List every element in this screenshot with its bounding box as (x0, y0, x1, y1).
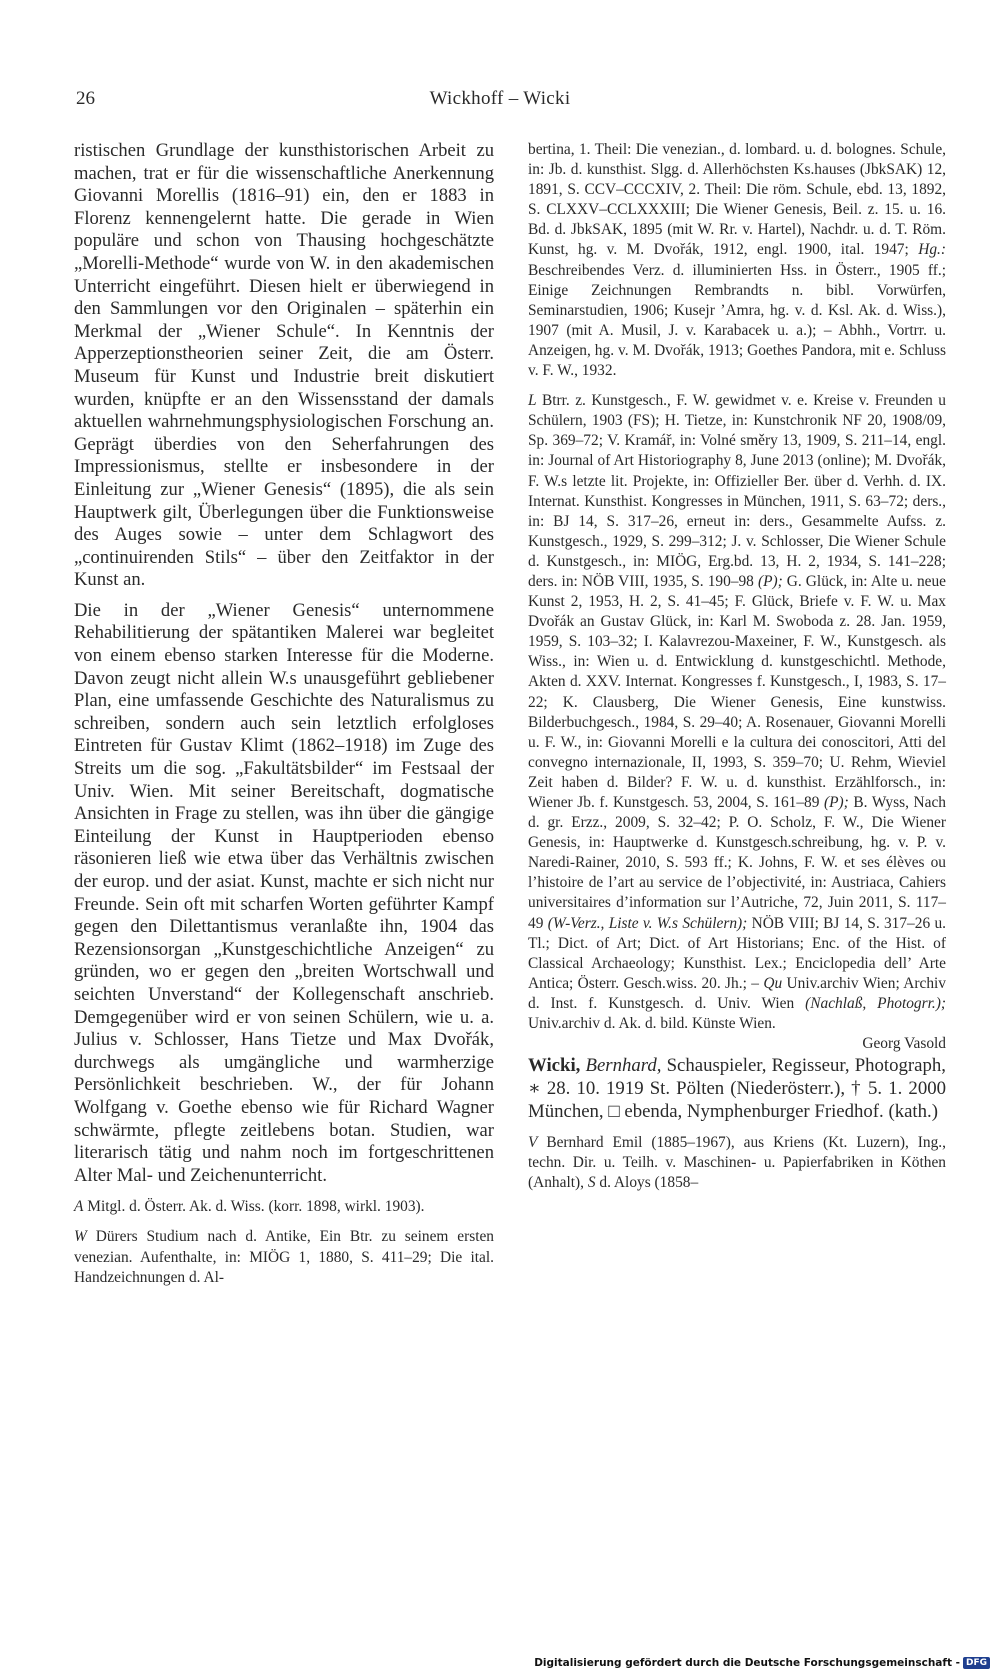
works-paragraph (74, 1227, 494, 1287)
literature-text-4: NÖB VIII; BJ 14, S. 317–26 u. Tl.; Dict. of Art; Dict. of Art Historians; Enc. of the Hist. of Classical Archaeology; Kunsthist. Lex.; Enciclopedia dell’ Arte Antica; Österr. Gesch.wiss. 20. Jh.; – (528, 914, 946, 992)
family-text-2: d. Aloys (1858– (595, 1174, 699, 1192)
digitization-credit (534, 1657, 990, 1669)
body-paragraph-1: ristischen Grundlage der kunsthistorischen Arbeit zu machen, trat er für die wissenschaftliche Anerkennung Giovanni Morellis (1816–91) ein, den er 1883 in Florenz kennengelernt hatte. Die gerade in Wien populäre und schon von Thausing hochgeschätzte „Morelli-Methode“ wurde von W. in den akademischen Unterricht eingeführt. Diesen hielt er überwiegend in den Sammlungen vor den Originalen – späterhin ein Merkmal der „Wiener Schule“. In Kenntnis der Apperzeptionstheorien seiner Zeit, die am Österr. Museum für Kunst und Industrie breit diskutiert wurden, knüpfte er an den Wissensstand der damals aktuellen wahrnehmungsphysiologischen Forschung an. Geprägt überdies von den Seherfahrungen des Impressionismus, stellte er insbesondere in der Einleitung zur „Wiener Genesis“ (1895), die als sein Hauptwerk gilt, Überlegungen über die Funktionsweise des Auges sowie – unter dem Schlagwort des „continuirenden Stils“ – über den Zeitfaktor in der Kunst an. (74, 140, 494, 591)
works-text: Dürers Studium nach d. Antike, Ein Btr. zu seinem ersten venezian. Aufenthalte, in: MIÖG 1, 1880, S. 411–29; Die ital. Handzeichnungen d. Al- (74, 1228, 494, 1286)
entry-heading-text: Schauspieler, Regisseur, Photograph, ∗ 28. 10. 1919 St. Pölten (Niederösterr.), † 5. 1. 2000 München, □ ebenda, Nymphenburger Friedhof. (kath.) (528, 1055, 946, 1123)
body-paragraph-2: Die in der „Wiener Genesis“ unternommene Rehabilitierung der spätantiken Malerei war begleitet von einem ebenso starken Interesse für die Moderne. Davon zeugt nicht allein W.s unausgeführt gebliebener Plan, eine umfassende Geschichte des Naturalismus zu schreiben, sondern auch sein letztlich erfolgloses Eintreten für Gustav Klimt (1862–1918) im Zuge des Streits um die sog. „Fakultätsbilder“ im Festsaal der Univ. Wien. Mit seiner Bereitschaft, dogmatische Ansichten in Frage zu stellen, was ihn über die gängige Einteilung der Kunst in Hauptperioden ebenso räsonieren ließ wie etwa über das Verhältnis zwischen der europ. und der asiat. Kunst, machte er sich nicht nur Freunde. Sein oft mit scharfen Worten geführter Kampf gegen den Dilettantismus veranlaßte ihn, 1904 das Rezensionsorgan „Kunstgeschichtliche Anzeigen“ zu gründen, wo er gegen den „breiten Wortschwall und seichten Unverstand“ der Kollegenschaft anschrieb. Demgegenüber wird er von seinen Schülern, wie u. a. Julius v. Schlosser, Hans Tietze und Max Dvořák, durchwegs als umgängliche und warmherzige Persönlichkeit beschrieben. W., der für Johann Wolfgang v. Goethe ebenso wie für Richard Wagner schwärmte, pflegte zeitlebens botan. Studien, war literarisch tätig und nahm noch im fortgeschrittenen Alter Mal- und Zeichenunterricht. (74, 599, 494, 1186)
family-text-1: Bernhard Emil (1885–1967), aus Kriens (Kt. Luzern), Ing., techn. Dir. u. Teilh. v. Maschinen- u. Papierfabriken in Köthen (Anhalt), (528, 1134, 946, 1192)
credit-text: Digitalisierung gefördert durch die Deutsche Forschungsgemeinschaft - (534, 1657, 960, 1669)
right-column (528, 140, 946, 1193)
memberships-paragraph (74, 1197, 494, 1217)
dfg-logo: DFG (963, 1657, 990, 1669)
memberships-text: Mitgl. d. Österr. Ak. d. Wiss. (korr. 1898, wirkl. 1903). (83, 1198, 425, 1216)
s-marker: S (587, 1174, 596, 1192)
l-section-marker: L (528, 392, 537, 410)
family-paragraph (528, 1133, 946, 1193)
left-column (74, 140, 494, 1288)
works-continued-text-1: bertina, 1. Theil: Die venezian., d. lombard. u. d. bolognes. Schule, in: Jb. d. kunsthist. Slgg. d. Allerhöchsten Ks.hauses (JbkSAK) 12, 1891, S. CCV–CCCXIV, 2. Theil: Die röm. Schule, ebd. 13, 1892, S. CLXXV–CCLXXXIII; Die Wiener Genesis, Beil. z. 15. u. 16. Bd. d. JbkSAK, 1895 (mit W. Rr. v. Hartel), Nachdr. u. d. T. Röm. Kunst, hg. v. M. Dvořák, 1912, engl. 1900, ital. 1947; (528, 141, 946, 259)
literature-text-5: Univ.archiv Wien; Archiv d. Inst. f. Kunstgesch. d. Univ. Wien (528, 974, 946, 1012)
hg-marker: Hg.: (918, 241, 946, 259)
entry-surname: Wicki, (528, 1055, 581, 1077)
w-section-marker: W (74, 1228, 87, 1246)
running-head: Wickhoff – Wicki (429, 88, 571, 109)
qu-marker: Qu (763, 974, 783, 992)
a-section-marker: A (74, 1198, 84, 1216)
works-continued-text-2: Beschreibendes Verz. d. illuminierten Hss. in Österr., 1905 ff.; Einige Zeichnungen Rembrandts n. bibl. Vorwürfen, Seminarstudien, 1906; Kusejr ’Amra, hg. v. d. Ksl. Ak. d. Wiss.), 1907 (mit A. Musil, J. v. Karabacek u. a.); – Abhh., Vortrr. u. Anzeigen, hg. v. M. Dvořák, 1913; Goethes Pandora, mit e. Schluss v. F. W., 1932. (528, 261, 946, 380)
literature-text-3: B. Wyss, Nach d. gr. Erzz., 2009, S. 32–42; P. O. Scholz, F. W., Die Wiener Genesis, in: Hauptwerke d. Kunstgesch.schreibung, hg. v. P. v. Naredi-Rainer, 2010, S. 593 ff.; K. Johns, F. W. et ses élèves ou l’histoire de l’art au service de l’objectivité, in: Austriaca, Cahiers universitaires d’information sur l’Autriche, 72, Juin 2011, S. 117–49 (528, 794, 946, 932)
entry-given-name: Bernhard, (585, 1055, 662, 1077)
literature-paragraph (528, 391, 946, 1034)
literature-text-1: Btrr. z. Kunstgesch., F. W. gewidmet v. e. Kreise v. Freunden u Schülern, 1903 (FS); H. Tietze, in: Kunstchronik NF 20, 1908/09, Sp. 369–72; V. Kramář, in: Volné směry 13, 1909, S. 211–14, engl. in: Journal of Art Historiography 8, June 2013 (online); M. Dvořák, F. W.s letzte lit. Projekte, in: Offizieller Ber. über d. Verhh. d. IX. Internat. Kunsthist. Kongresses in München, 1911, S. 63–72; ders., in: BJ 14, S. 317–26, erneut in: ders., Gesammelte Aufss. z. Kunstgesch., 1929, S. 299–312; J. v. Schlosser, Die Wiener Schule d. Kunstgesch., in: MIÖG, Erg.bd. 13, H. 2, 1934, S. 141–228; ders. in: NÖB VIII, 1935, S. 190–98 (528, 392, 946, 590)
entry-heading (528, 1054, 946, 1123)
literature-text-2: G. Glück, in: Alte u. neue Kunst 2, 1953, H. 2, S. 41–45; F. Glück, Briefe v. F. W. u. Max Dvořák an Gustav Glück, in: Karl M. Swoboda z. 28. Jan. 1959, 1959, S. 103–32; I. Kalavrezou-Maxeiner, F. W., Kunstgesch. als Wiss., in: Wien u. d. Entwicklung d. kunstgeschichtl. Methode, Akten d. XXV. Internat. Kongresses f. Kunstgesch., I, 1983, S. 17–22; K. Clausberg, Die Wiener Genesis, Eine kunstwiss. Bilderbuchgesch., 1984, S. 29–40; A. Rosenauer, Giovanni Morelli u. F. W., in: Giovanni Morelli e la cultura dei conoscitori, Atti del convegno internazionale, II, 1993, S. 359–70; U. Rehm, Wieviel Zeit haben d. Bilder? F. W. u. d. kunsthist. Erzählforsch., in: Wiener Jb. f. Kunstgesch. 53, 2004, S. 161–89 (528, 572, 947, 811)
works-continued-paragraph (528, 140, 946, 381)
portrait-marker-1: (P); (757, 572, 783, 590)
v-section-marker: V (528, 1134, 538, 1152)
nachlass-marker: (Nachlaß, Photogrr.); (805, 994, 946, 1012)
author-signature: Georg Vasold (862, 1035, 946, 1053)
wverz-marker: (W-Verz., Liste v. W.s Schülern); (547, 914, 748, 932)
literature-text-6: Univ.archiv d. Ak. d. bild. Künste Wien. (528, 1015, 776, 1033)
page-number: 26 (76, 88, 95, 109)
portrait-marker-2: (P); (824, 794, 849, 811)
